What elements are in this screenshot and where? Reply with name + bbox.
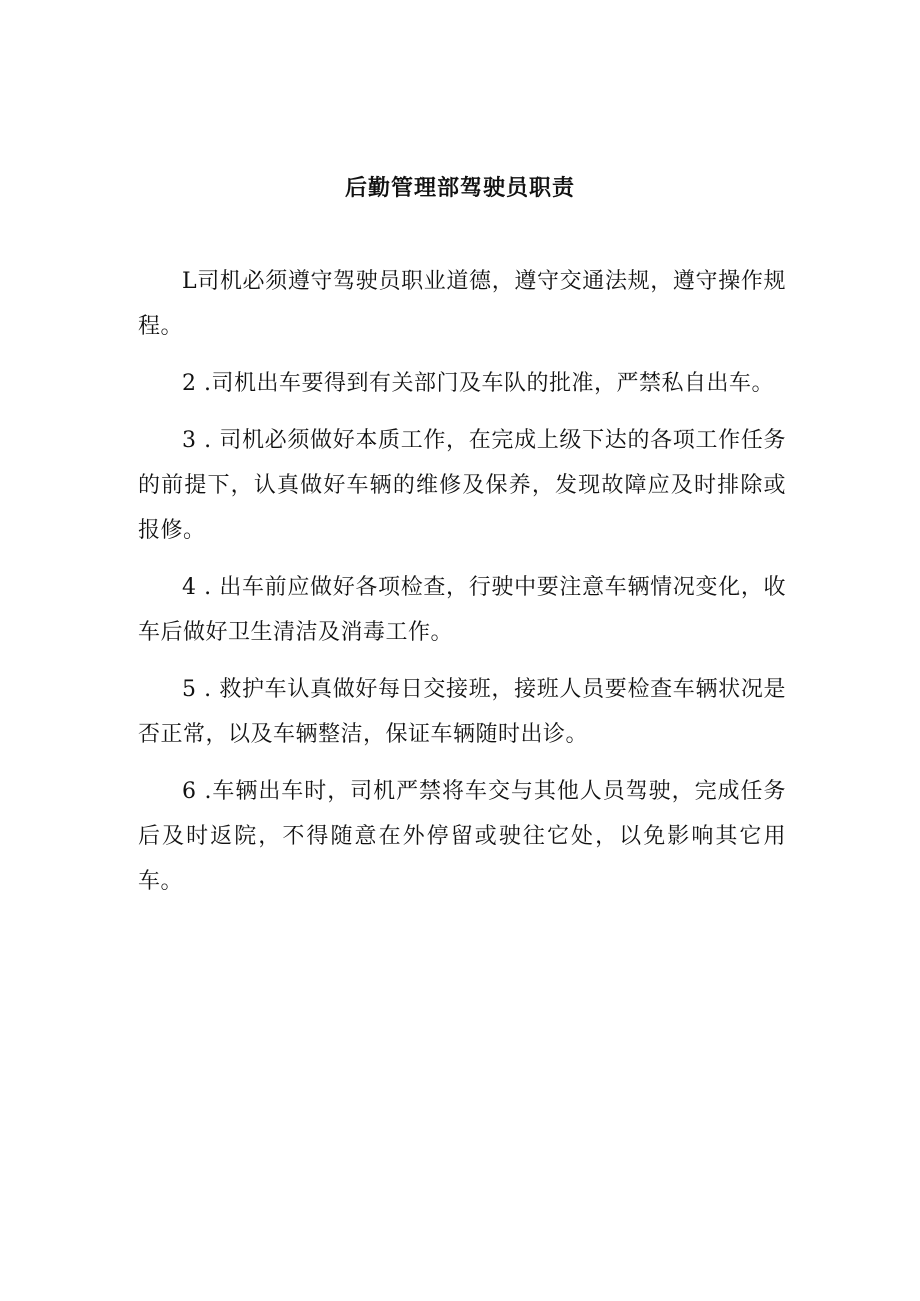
document-title: 后勤管理部驾驶员职责 — [344, 175, 575, 201]
duty-item-4: 4 . 出车前应做好各项检查，行驶中要注意车辆情况变化，收车后做好卫生清洁及消毒工作。 — [138, 575, 786, 645]
duty-item-3: 3 . 司机必须做好本质工作，在完成上级下达的各项工作任务的前提下，认真做好车辆的维修及保养，发现故障应及时排除或报修。 — [138, 428, 786, 543]
duty-item-5: 5 . 救护车认真做好每日交接班，接班人员要检查车辆状况是否正常，以及车辆整洁，保证车辆随时出诊。 — [138, 677, 786, 747]
document-body — [138, 259, 786, 916]
duty-item-1: L司机必须遵守驾驶员职业道德，遵守交通法规，遵守操作规程。 — [138, 269, 786, 339]
duty-item-6: 6 .车辆出车时，司机严禁将车交与其他人员驾驶，完成任务后及时返院，不得随意在外停留或驶往它处，以免影响其它用车。 — [138, 779, 786, 894]
duty-item-2: 2 .司机出车要得到有关部门及车队的批准，严禁私自出车。 — [182, 371, 774, 396]
